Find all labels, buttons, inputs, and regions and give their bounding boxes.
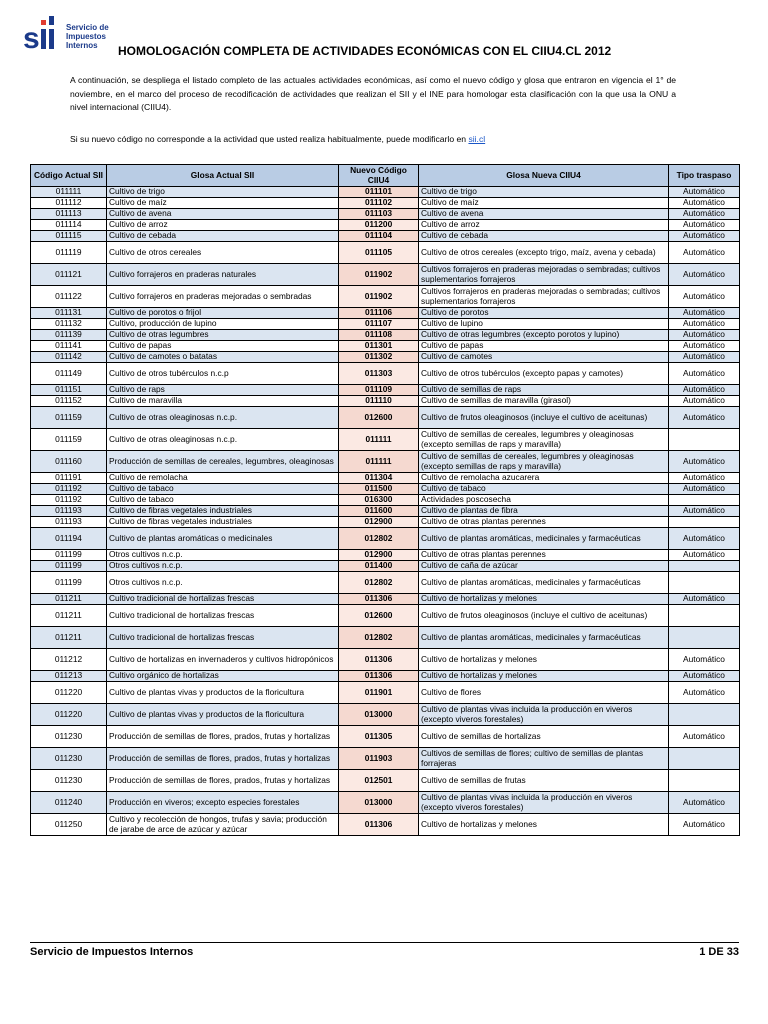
transfer-type-cell: Automático — [669, 726, 740, 748]
new-code-cell: 011111 — [339, 429, 419, 451]
current-gloss-cell: Producción de semillas de cereales, legumbres, oleaginosas — [107, 451, 339, 473]
current-gloss-cell: Producción de semillas de flores, prados, frutas y hortalizas — [107, 748, 339, 770]
new-gloss-cell: Cultivo de camotes — [419, 352, 669, 363]
new-code-cell: 012802 — [339, 572, 419, 594]
new-gloss-cell: Cultivo de hortalizas y melones — [419, 671, 669, 682]
current-code-cell: 011213 — [31, 671, 107, 682]
transfer-type-cell: Automático — [669, 319, 740, 330]
current-gloss-cell: Cultivo de hortalizas en invernaderos y cultivos hidropónicos — [107, 649, 339, 671]
current-code-cell: 011192 — [31, 484, 107, 495]
current-code-cell: 011194 — [31, 528, 107, 550]
table-row — [31, 198, 740, 209]
current-code-cell: 011211 — [31, 594, 107, 605]
table-row — [31, 748, 740, 770]
new-gloss-cell: Cultivo de arroz — [419, 220, 669, 231]
new-gloss-cell: Cultivo de remolacha azucarera — [419, 473, 669, 484]
header-transfer-type: Tipo traspaso — [669, 165, 740, 187]
new-gloss-cell: Cultivo de tabaco — [419, 484, 669, 495]
transfer-type-cell — [669, 704, 740, 726]
logo-line-1: Servicio de — [66, 23, 109, 32]
new-code-cell: 011400 — [339, 561, 419, 572]
transfer-type-cell: Automático — [669, 220, 740, 231]
current-gloss-cell: Cultivo de fibras vegetales industriales — [107, 517, 339, 528]
table-row — [31, 407, 740, 429]
current-gloss-cell: Cultivo de raps — [107, 385, 339, 396]
new-gloss-cell: Cultivos forrajeros en praderas mejoradas o sembradas; cultivos suplementarios forrajeros — [419, 286, 669, 308]
new-code-cell: 011108 — [339, 330, 419, 341]
modify-note — [70, 134, 676, 144]
transfer-type-cell — [669, 429, 740, 451]
new-gloss-cell: Cultivo de plantas vivas incluida la producción en viveros (excepto viveros forestales) — [419, 792, 669, 814]
new-code-cell: 011600 — [339, 506, 419, 517]
transfer-type-cell — [669, 572, 740, 594]
new-code-cell: 011902 — [339, 286, 419, 308]
new-code-cell: 011111 — [339, 451, 419, 473]
current-gloss-cell: Cultivo de avena — [107, 209, 339, 220]
transfer-type-cell — [669, 770, 740, 792]
new-gloss-cell: Cultivos forrajeros en praderas mejoradas o sembradas; cultivos suplementarios forrajeros — [419, 264, 669, 286]
new-code-cell: 011107 — [339, 319, 419, 330]
transfer-type-cell: Automático — [669, 187, 740, 198]
header-current-code: Código Actual SII — [31, 165, 107, 187]
current-gloss-cell: Cultivo de trigo — [107, 187, 339, 198]
current-code-cell: 011192 — [31, 495, 107, 506]
new-gloss-cell: Cultivo de plantas aromáticas, medicinales y farmacéuticas — [419, 572, 669, 594]
table-row — [31, 605, 740, 627]
current-code-cell: 011220 — [31, 704, 107, 726]
new-code-cell: 011102 — [339, 198, 419, 209]
table-row — [31, 627, 740, 649]
table-body — [31, 187, 740, 836]
new-gloss-cell: Cultivo de maíz — [419, 198, 669, 209]
new-gloss-cell: Cultivo de otras plantas perennes — [419, 550, 669, 561]
table-row — [31, 484, 740, 495]
current-code-cell: 011122 — [31, 286, 107, 308]
current-gloss-cell: Cultivo de cebada — [107, 231, 339, 242]
new-code-cell: 012802 — [339, 627, 419, 649]
transfer-type-cell: Automático — [669, 506, 740, 517]
table-row — [31, 385, 740, 396]
new-code-cell: 011200 — [339, 220, 419, 231]
sii-logo — [22, 14, 122, 54]
current-code-cell: 011220 — [31, 682, 107, 704]
table-row — [31, 770, 740, 792]
new-gloss-cell: Cultivo de hortalizas y melones — [419, 814, 669, 836]
svg-text:s: s — [23, 22, 40, 54]
table-row — [31, 649, 740, 671]
current-code-cell: 011112 — [31, 198, 107, 209]
new-code-cell: 011902 — [339, 264, 419, 286]
current-gloss-cell: Cultivo de tabaco — [107, 495, 339, 506]
new-gloss-cell: Cultivo de avena — [419, 209, 669, 220]
table-row — [31, 209, 740, 220]
current-code-cell: 011119 — [31, 242, 107, 264]
transfer-type-cell: Automático — [669, 473, 740, 484]
sii-link[interactable]: sii.cl — [468, 134, 486, 144]
new-gloss-cell: Cultivo de semillas de cereales, legumbres y oleaginosas (excepto semillas de raps y maravilla) — [419, 451, 669, 473]
current-code-cell: 011131 — [31, 308, 107, 319]
new-code-cell: 011109 — [339, 385, 419, 396]
current-code-cell: 011141 — [31, 341, 107, 352]
header-new-code: Nuevo Código CIIU4 — [339, 165, 419, 187]
transfer-type-cell: Automático — [669, 407, 740, 429]
current-code-cell: 011230 — [31, 726, 107, 748]
transfer-type-cell — [669, 748, 740, 770]
activities-table — [30, 164, 740, 836]
transfer-type-cell: Automático — [669, 682, 740, 704]
new-gloss-cell: Cultivo de caña de azúcar — [419, 561, 669, 572]
transfer-type-cell: Automático — [669, 242, 740, 264]
logo-line-3: Internos — [66, 41, 98, 50]
table-row — [31, 396, 740, 407]
transfer-type-cell: Automático — [669, 209, 740, 220]
current-gloss-cell: Cultivo tradicional de hortalizas frescas — [107, 605, 339, 627]
new-gloss-cell: Cultivo de semillas de frutas — [419, 770, 669, 792]
new-code-cell: 011306 — [339, 814, 419, 836]
current-code-cell: 011115 — [31, 231, 107, 242]
current-gloss-cell: Cultivo de fibras vegetales industriales — [107, 506, 339, 517]
new-gloss-cell: Cultivo de plantas vivas incluida la producción en viveros (excepto viveros forestales) — [419, 704, 669, 726]
current-gloss-cell: Cultivo de otras oleaginosas n.c.p. — [107, 429, 339, 451]
current-code-cell: 011230 — [31, 770, 107, 792]
new-code-cell: 011306 — [339, 649, 419, 671]
transfer-type-cell — [669, 561, 740, 572]
table-row — [31, 561, 740, 572]
logo-line-2: Impuestos — [66, 32, 107, 41]
footer-divider — [30, 942, 739, 943]
current-code-cell: 011151 — [31, 385, 107, 396]
transfer-type-cell — [669, 495, 740, 506]
table-header-row — [31, 165, 740, 187]
transfer-type-cell: Automático — [669, 286, 740, 308]
current-gloss-cell: Cultivo de maíz — [107, 198, 339, 209]
current-gloss-cell: Cultivo de camotes o batatas — [107, 352, 339, 363]
current-gloss-cell: Cultivo de plantas aromáticas o medicinales — [107, 528, 339, 550]
new-gloss-cell: Cultivo de plantas aromáticas, medicinales y farmacéuticas — [419, 528, 669, 550]
transfer-type-cell — [669, 627, 740, 649]
table-row — [31, 451, 740, 473]
transfer-type-cell: Automático — [669, 264, 740, 286]
table-row — [31, 330, 740, 341]
current-gloss-cell: Cultivo de papas — [107, 341, 339, 352]
transfer-type-cell: Automático — [669, 451, 740, 473]
new-code-cell: 011306 — [339, 594, 419, 605]
new-gloss-cell: Cultivo de plantas de fibra — [419, 506, 669, 517]
current-gloss-cell: Cultivo orgánico de hortalizas — [107, 671, 339, 682]
current-gloss-cell: Producción en viveros; excepto especies forestales — [107, 792, 339, 814]
page-title: HOMOLOGACIÓN COMPLETA DE ACTIVIDADES ECONÓMICAS CON EL CIIU4.CL 2012 — [118, 44, 612, 58]
transfer-type-cell: Automático — [669, 484, 740, 495]
table-row — [31, 517, 740, 528]
new-gloss-cell: Cultivo de semillas de maravilla (girasol) — [419, 396, 669, 407]
transfer-type-cell: Automático — [669, 352, 740, 363]
new-gloss-cell: Actividades poscosecha — [419, 495, 669, 506]
current-gloss-cell: Cultivo de maravilla — [107, 396, 339, 407]
current-gloss-cell: Producción de semillas de flores, prados, frutas y hortalizas — [107, 726, 339, 748]
new-code-cell: 012900 — [339, 517, 419, 528]
new-gloss-cell: Cultivo de trigo — [419, 187, 669, 198]
new-gloss-cell: Cultivo de frutos oleaginosos (incluye el cultivo de aceitunas) — [419, 605, 669, 627]
current-code-cell: 011114 — [31, 220, 107, 231]
intro-paragraph: A continuación, se despliega el listado completo de las actuales actividades económicas, así como el nuevo código y glosa que entraron en vigencia el 1° de noviembre, en el marco del proceso de recodificación de actividades que realizan el SII y el INE para homologar esta clasificación con la que usa la ONU a nivel internacional (CIIU4). — [70, 75, 676, 112]
transfer-type-cell: Automático — [669, 649, 740, 671]
table-row — [31, 792, 740, 814]
current-gloss-cell: Cultivo y recolección de hongos, trufas y savia; producción de jarabe de arce de azúcar y azúcar — [107, 814, 339, 836]
transfer-type-cell: Automático — [669, 198, 740, 209]
table-row — [31, 363, 740, 385]
new-gloss-cell: Cultivo de papas — [419, 341, 669, 352]
new-gloss-cell: Cultivo de semillas de hortalizas — [419, 726, 669, 748]
transfer-type-cell: Automático — [669, 550, 740, 561]
new-code-cell: 011303 — [339, 363, 419, 385]
page-number: 1 DE 33 — [699, 946, 739, 958]
current-code-cell: 011160 — [31, 451, 107, 473]
new-code-cell: 011306 — [339, 671, 419, 682]
modify-note-text: Si su nuevo código no corresponde a la actividad que usted realiza habitualmente, puede modificarlo en — [70, 134, 467, 144]
current-code-cell: 011230 — [31, 748, 107, 770]
current-code-cell: 011132 — [31, 319, 107, 330]
new-code-cell: 016300 — [339, 495, 419, 506]
current-gloss-cell: Otros cultivos n.c.p. — [107, 572, 339, 594]
new-code-cell: 011104 — [339, 231, 419, 242]
table-row — [31, 352, 740, 363]
transfer-type-cell: Automático — [669, 385, 740, 396]
header-current-gloss: Glosa Actual SII — [107, 165, 339, 187]
new-gloss-cell: Cultivos de semillas de flores; cultivo de semillas de plantas forrajeras — [419, 748, 669, 770]
transfer-type-cell: Automático — [669, 308, 740, 319]
new-code-cell: 012802 — [339, 528, 419, 550]
transfer-type-cell: Automático — [669, 594, 740, 605]
new-code-cell: 012501 — [339, 770, 419, 792]
current-gloss-cell: Cultivo forrajeros en praderas mejoradas o sembradas — [107, 286, 339, 308]
new-gloss-cell: Cultivo de semillas de raps — [419, 385, 669, 396]
transfer-type-cell: Automático — [669, 363, 740, 385]
table-row — [31, 473, 740, 484]
table-row — [31, 187, 740, 198]
table-row — [31, 814, 740, 836]
current-code-cell: 011211 — [31, 627, 107, 649]
current-gloss-cell: Cultivo de remolacha — [107, 473, 339, 484]
new-code-cell: 011103 — [339, 209, 419, 220]
current-code-cell: 011152 — [31, 396, 107, 407]
table-row — [31, 671, 740, 682]
current-code-cell: 011250 — [31, 814, 107, 836]
new-code-cell: 011500 — [339, 484, 419, 495]
table-row — [31, 528, 740, 550]
new-code-cell: 011901 — [339, 682, 419, 704]
current-code-cell: 011159 — [31, 429, 107, 451]
new-code-cell: 012600 — [339, 407, 419, 429]
current-code-cell: 011199 — [31, 561, 107, 572]
new-code-cell: 011301 — [339, 341, 419, 352]
transfer-type-cell: Automático — [669, 231, 740, 242]
new-gloss-cell: Cultivo de otros cereales (excepto trigo, maíz, avena y cebada) — [419, 242, 669, 264]
new-gloss-cell: Cultivo de otros tubérculos (excepto papas y camotes) — [419, 363, 669, 385]
new-gloss-cell: Cultivo de otras plantas perennes — [419, 517, 669, 528]
new-code-cell: 013000 — [339, 704, 419, 726]
current-gloss-cell: Cultivo de otros cereales — [107, 242, 339, 264]
transfer-type-cell: Automático — [669, 671, 740, 682]
new-gloss-cell: Cultivo de lupino — [419, 319, 669, 330]
transfer-type-cell: Automático — [669, 330, 740, 341]
new-code-cell: 011305 — [339, 726, 419, 748]
current-code-cell: 011142 — [31, 352, 107, 363]
current-gloss-cell: Otros cultivos n.c.p. — [107, 561, 339, 572]
current-gloss-cell: Cultivo de plantas vivas y productos de la floricultura — [107, 704, 339, 726]
new-gloss-cell: Cultivo de hortalizas y melones — [419, 649, 669, 671]
current-code-cell: 011191 — [31, 473, 107, 484]
table-row — [31, 264, 740, 286]
new-code-cell: 011304 — [339, 473, 419, 484]
new-code-cell: 011105 — [339, 242, 419, 264]
table-row — [31, 506, 740, 517]
new-gloss-cell: Cultivo de frutos oleaginosos (incluye el cultivo de aceitunas) — [419, 407, 669, 429]
table-row — [31, 319, 740, 330]
new-gloss-cell: Cultivo de cebada — [419, 231, 669, 242]
transfer-type-cell: Automático — [669, 792, 740, 814]
table-row — [31, 495, 740, 506]
transfer-type-cell: Automático — [669, 396, 740, 407]
transfer-type-cell: Automático — [669, 341, 740, 352]
new-gloss-cell: Cultivo de porotos — [419, 308, 669, 319]
table-row — [31, 429, 740, 451]
current-gloss-cell: Cultivo de porotos o frijol — [107, 308, 339, 319]
table-row — [31, 550, 740, 561]
table-row — [31, 682, 740, 704]
table-row — [31, 231, 740, 242]
new-gloss-cell: Cultivo de semillas de cereales, legumbres y oleaginosas (excepto semillas de raps y maravilla) — [419, 429, 669, 451]
new-code-cell: 011903 — [339, 748, 419, 770]
current-gloss-cell: Otros cultivos n.c.p. — [107, 550, 339, 561]
new-code-cell: 011302 — [339, 352, 419, 363]
current-gloss-cell: Cultivo de arroz — [107, 220, 339, 231]
current-code-cell: 011199 — [31, 572, 107, 594]
current-code-cell: 011240 — [31, 792, 107, 814]
table-row — [31, 242, 740, 264]
current-code-cell: 011149 — [31, 363, 107, 385]
current-gloss-cell: Cultivo de plantas vivas y productos de la floricultura — [107, 682, 339, 704]
table-row — [31, 308, 740, 319]
footer-organization: Servicio de Impuestos Internos — [30, 946, 194, 958]
current-gloss-cell: Cultivo forrajeros en praderas naturales — [107, 264, 339, 286]
table-row — [31, 286, 740, 308]
current-code-cell: 011111 — [31, 187, 107, 198]
table-row — [31, 704, 740, 726]
transfer-type-cell: Automático — [669, 528, 740, 550]
new-code-cell: 011106 — [339, 308, 419, 319]
current-code-cell: 011139 — [31, 330, 107, 341]
new-code-cell: 011101 — [339, 187, 419, 198]
new-code-cell: 012600 — [339, 605, 419, 627]
new-gloss-cell: Cultivo de otras legumbres (excepto porotos y lupino) — [419, 330, 669, 341]
table-row — [31, 341, 740, 352]
current-gloss-cell: Cultivo de otros tubérculos n.c.p — [107, 363, 339, 385]
current-code-cell: 011193 — [31, 517, 107, 528]
current-code-cell: 011212 — [31, 649, 107, 671]
new-code-cell: 012900 — [339, 550, 419, 561]
sii-logo-icon — [22, 14, 62, 54]
current-code-cell: 011199 — [31, 550, 107, 561]
current-code-cell: 011159 — [31, 407, 107, 429]
new-code-cell: 011110 — [339, 396, 419, 407]
transfer-type-cell — [669, 605, 740, 627]
new-gloss-cell: Cultivo de flores — [419, 682, 669, 704]
current-gloss-cell: Cultivo tradicional de hortalizas frescas — [107, 594, 339, 605]
header-new-gloss: Glosa Nueva CIIU4 — [419, 165, 669, 187]
table-row — [31, 220, 740, 231]
current-gloss-cell: Cultivo de otras legumbres — [107, 330, 339, 341]
table-row — [31, 594, 740, 605]
current-gloss-cell: Cultivo tradicional de hortalizas frescas — [107, 627, 339, 649]
new-code-cell: 013000 — [339, 792, 419, 814]
new-gloss-cell: Cultivo de plantas aromáticas, medicinales y farmacéuticas — [419, 627, 669, 649]
table-row — [31, 726, 740, 748]
new-gloss-cell: Cultivo de hortalizas y melones — [419, 594, 669, 605]
current-gloss-cell: Producción de semillas de flores, prados, frutas y hortalizas — [107, 770, 339, 792]
current-gloss-cell: Cultivo de otras oleaginosas n.c.p. — [107, 407, 339, 429]
current-gloss-cell: Cultivo, producción de lupino — [107, 319, 339, 330]
transfer-type-cell: Automático — [669, 814, 740, 836]
current-code-cell: 011121 — [31, 264, 107, 286]
table-row — [31, 572, 740, 594]
transfer-type-cell — [669, 517, 740, 528]
current-code-cell: 011113 — [31, 209, 107, 220]
current-code-cell: 011193 — [31, 506, 107, 517]
current-gloss-cell: Cultivo de tabaco — [107, 484, 339, 495]
logo-wordmark — [66, 23, 109, 50]
current-code-cell: 011211 — [31, 605, 107, 627]
